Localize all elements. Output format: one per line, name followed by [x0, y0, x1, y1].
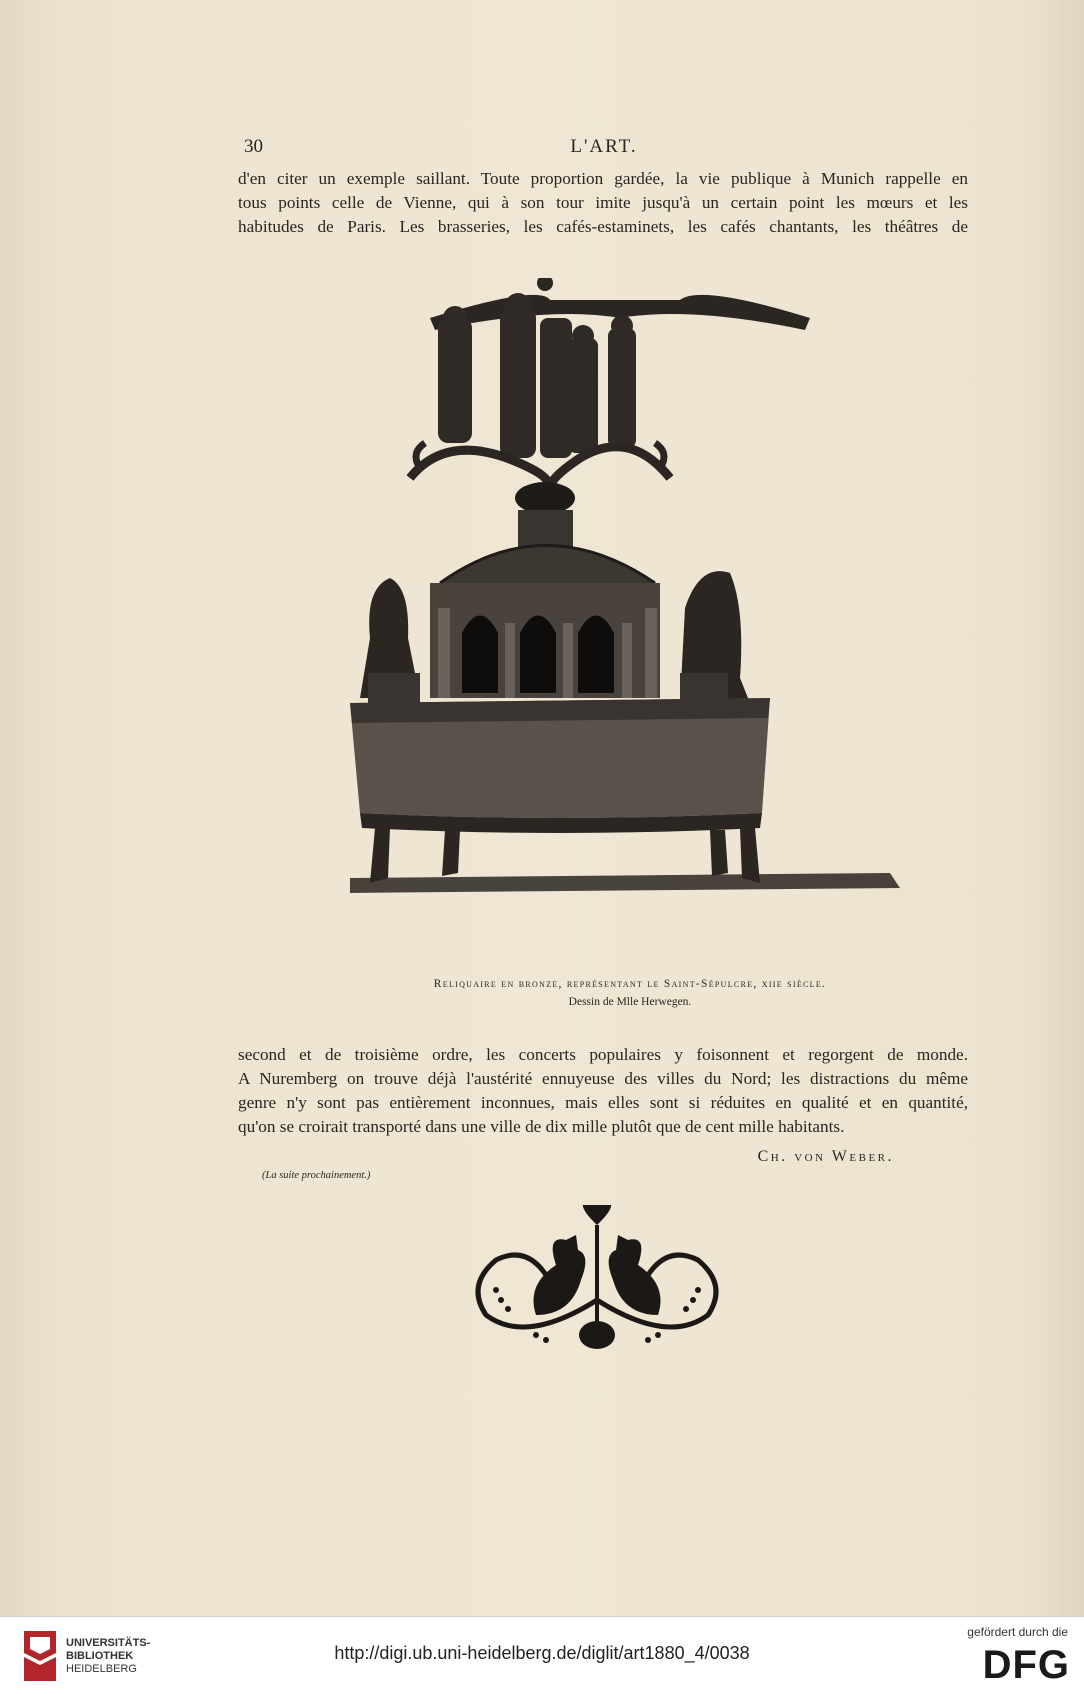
top-paragraph: [238, 167, 968, 239]
figure-caption: Reliquaire en bronze, représentant le Saint-Sépulcre, xiie siècle.: [433, 978, 827, 990]
page-header: [240, 136, 968, 162]
institution-line: UNIVERSITÄTS-: [66, 1637, 151, 1649]
page-number: 30: [244, 136, 263, 157]
text-line: tous points celle de Vienne, qui à son tour imite jusqu'à un certain point les mœurs et les: [238, 193, 968, 212]
text-line: d'en citer un exemple saillant. Toute proportion gardée, la vie publique à Munich rappelle en: [238, 169, 968, 188]
text-line: genre n'y sont pas entièrement inconnues, mais elles sont si réduites en qualité et en quantité,: [238, 1093, 968, 1112]
text-line: second et de troisième ordre, les concerts populaires y foisonnent et regorgent de monde.: [238, 1045, 968, 1064]
digitization-footer: [0, 1616, 1084, 1694]
author-signature: Ch. von Weber.: [757, 1148, 894, 1165]
reliquary-engraving: [350, 278, 910, 948]
funded-by-label: gefördert durch die: [967, 1625, 1068, 1639]
text-line: habitudes de Paris. Les brasseries, les cafés-estaminets, les cafés chantants, les théâtres de: [238, 217, 968, 236]
text-line: A Nuremberg on trouve déjà l'austérité ennuyeuse des villes du Nord; les distractions du même: [238, 1069, 968, 1088]
bottom-paragraph: [238, 1043, 968, 1139]
figure-credit: Dessin de Mlle Herwegen.: [568, 996, 692, 1008]
institution-line: HEIDELBERG: [66, 1663, 137, 1675]
permalink-url[interactable]: http://digi.ub.uni-heidelberg.de/diglit/art1880_4/0038: [334, 1643, 750, 1663]
continued-note: (La suite prochainement.): [262, 1170, 371, 1181]
dfg-logo: DFG: [982, 1643, 1070, 1687]
institution-line: BIBLIOTHEK: [66, 1650, 134, 1662]
text-line: qu'on se croirait transporté dans une ville de dix mille plutôt que de cent mille habitants.: [238, 1117, 845, 1136]
running-title: L'ART.: [570, 136, 638, 157]
decorative-ornament: [466, 1205, 728, 1355]
